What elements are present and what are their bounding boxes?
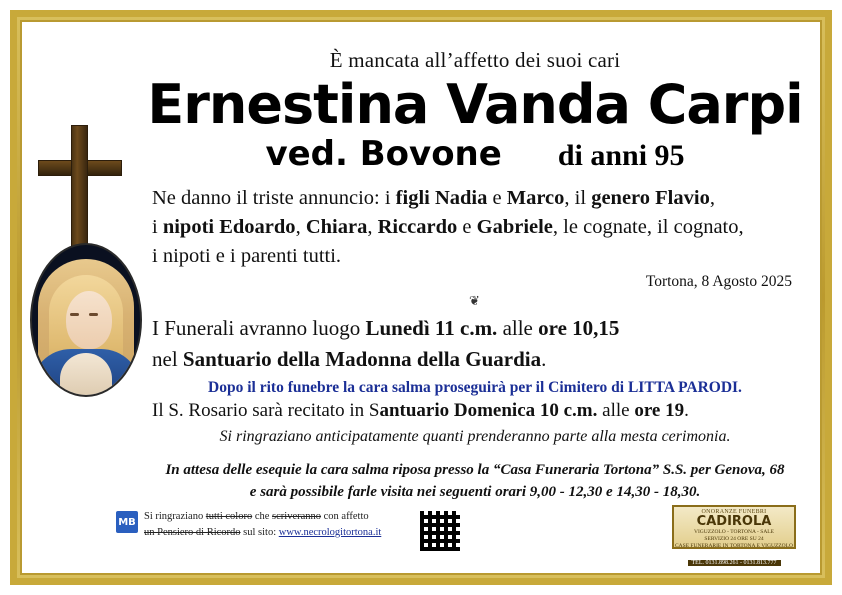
fun1-part-d: ore 10,15	[538, 316, 620, 341]
cemetery-note: Dopo il rito funebre la cara salma proseguirà per il Cimitero di LITTA PARODI.	[208, 379, 742, 397]
agency-sub-1: VIGUZZOLO - TORTONA - SALE	[693, 528, 775, 535]
rosary-part-d: ore 19	[634, 400, 685, 422]
agency-brand-name: CADIROLA	[696, 514, 772, 529]
ornament-divider: ❦	[469, 293, 481, 309]
widow-of-label: ved. Bovone	[265, 134, 502, 175]
place-and-date: Tortona, 8 Agosto 2025	[645, 273, 792, 291]
funeral-agency-logo	[672, 505, 796, 566]
remembrance-note-text	[144, 509, 381, 541]
note-part-e: con affetto	[321, 511, 369, 522]
agency-sub-3: CASE FUNERARIE IN TORTONA E VIGUZZOLO	[675, 543, 793, 550]
poster-footer	[46, 509, 796, 566]
rosary-part-a: Il S. Rosario sarà recitato in S	[152, 400, 380, 422]
robe-inner-shape	[60, 353, 112, 397]
cross-vertical-bar	[71, 125, 88, 255]
cross-icon	[38, 125, 122, 255]
agency-phone: TEL. 0131.898.261 - 0131.813.777	[688, 560, 781, 566]
ann2-part-b: nipoti Edoardo	[162, 216, 296, 239]
note-part-g: sul sito:	[240, 526, 279, 538]
funeral-details	[140, 313, 810, 374]
repose-info	[140, 460, 810, 504]
ann2-part-e: ,	[367, 216, 378, 239]
announcement-line-3: i nipoti e i parenti tutti.	[152, 245, 342, 268]
fun2-part-c: .	[541, 346, 547, 371]
age-label: di anni 95	[557, 139, 685, 173]
announcement-body	[140, 184, 810, 271]
note-part-d: scriveranno	[272, 511, 322, 522]
fun1-part-b: Lunedì 11 c.m.	[365, 316, 498, 341]
rosary-line	[140, 400, 810, 422]
madonna-portrait-image	[30, 243, 142, 397]
ann2-part-g: e	[457, 216, 477, 239]
ann2-part-i: , le cognate, il cognato,	[552, 216, 744, 239]
fun1-part-a: I Funerali avranno luogo	[152, 316, 366, 341]
rosary-part-c: alle	[597, 400, 635, 422]
eye-right	[89, 313, 98, 316]
remembrance-note-block	[116, 509, 381, 541]
obituary-content	[140, 48, 810, 504]
funeral-line-2	[152, 344, 810, 374]
qr-code-icon[interactable]	[418, 509, 462, 553]
agency-top-label: ONORANZE FUNEBRI	[701, 509, 767, 515]
necrologi-website-link[interactable]: www.necrologitortona.it	[278, 526, 382, 538]
rosary-part-e: .	[684, 400, 689, 422]
deceased-name: Ernestina Vanda Carpi	[147, 73, 803, 136]
ann2-part-c: ,	[295, 216, 306, 239]
fun2-part-b: Santuario della Madonna della Guardia	[182, 346, 542, 371]
note-part-b: tutti coloro	[205, 511, 253, 522]
repose-line-2: e sarà possibile farle visita nei seguenti orari 9,00 - 12,30 e 14,30 - 18,30.	[249, 484, 701, 501]
ann1-part-e: , il	[564, 187, 592, 210]
ann2-part-d: Chiara	[305, 216, 368, 239]
announcement-line-1	[152, 184, 810, 213]
ann1-part-a: Ne danno il triste annuncio: i	[152, 187, 396, 210]
repose-line-1: In attesa delle esequie la cara salma riposa presso la “Casa Funeraria Tortona” S.S. per Genova, 68	[165, 462, 785, 479]
rosary-part-b: antuario Domenica 10 c.m.	[379, 400, 598, 422]
ann1-part-g: ,	[709, 187, 715, 210]
name-subline	[140, 134, 810, 174]
announcement-line-2	[152, 213, 810, 242]
ann1-part-c: e	[487, 187, 507, 210]
ann2-part-f: Riccardo	[377, 216, 458, 239]
announcement-prefix: È mancata all’affetto dei suoi cari	[329, 48, 621, 72]
note-part-c: che	[252, 511, 273, 522]
funeral-line-1	[152, 313, 810, 343]
thanks-line: Si ringraziano anticipatamente quanti prenderanno parte alla mesta cerimonia.	[219, 428, 731, 446]
ann2-part-h: Gabriele	[476, 216, 553, 239]
ann1-part-b: figli Nadia	[395, 187, 488, 210]
note-part-a: Si ringraziano	[144, 511, 206, 522]
mb-logo-icon: MB	[116, 511, 138, 533]
fun2-part-a: nel	[152, 346, 183, 371]
face-shape	[66, 291, 112, 349]
eye-left	[70, 313, 79, 316]
fun1-part-c: alle	[497, 316, 539, 341]
note-part-f: un Pensiero di Ricordo	[144, 526, 241, 538]
ann1-part-f: genero Flavio	[591, 187, 710, 210]
ann1-part-d: Marco	[506, 187, 565, 210]
agency-sub-2: SERVIZIO 24 ORE SU 24	[704, 536, 764, 543]
ann2-part-a: i	[152, 216, 163, 239]
